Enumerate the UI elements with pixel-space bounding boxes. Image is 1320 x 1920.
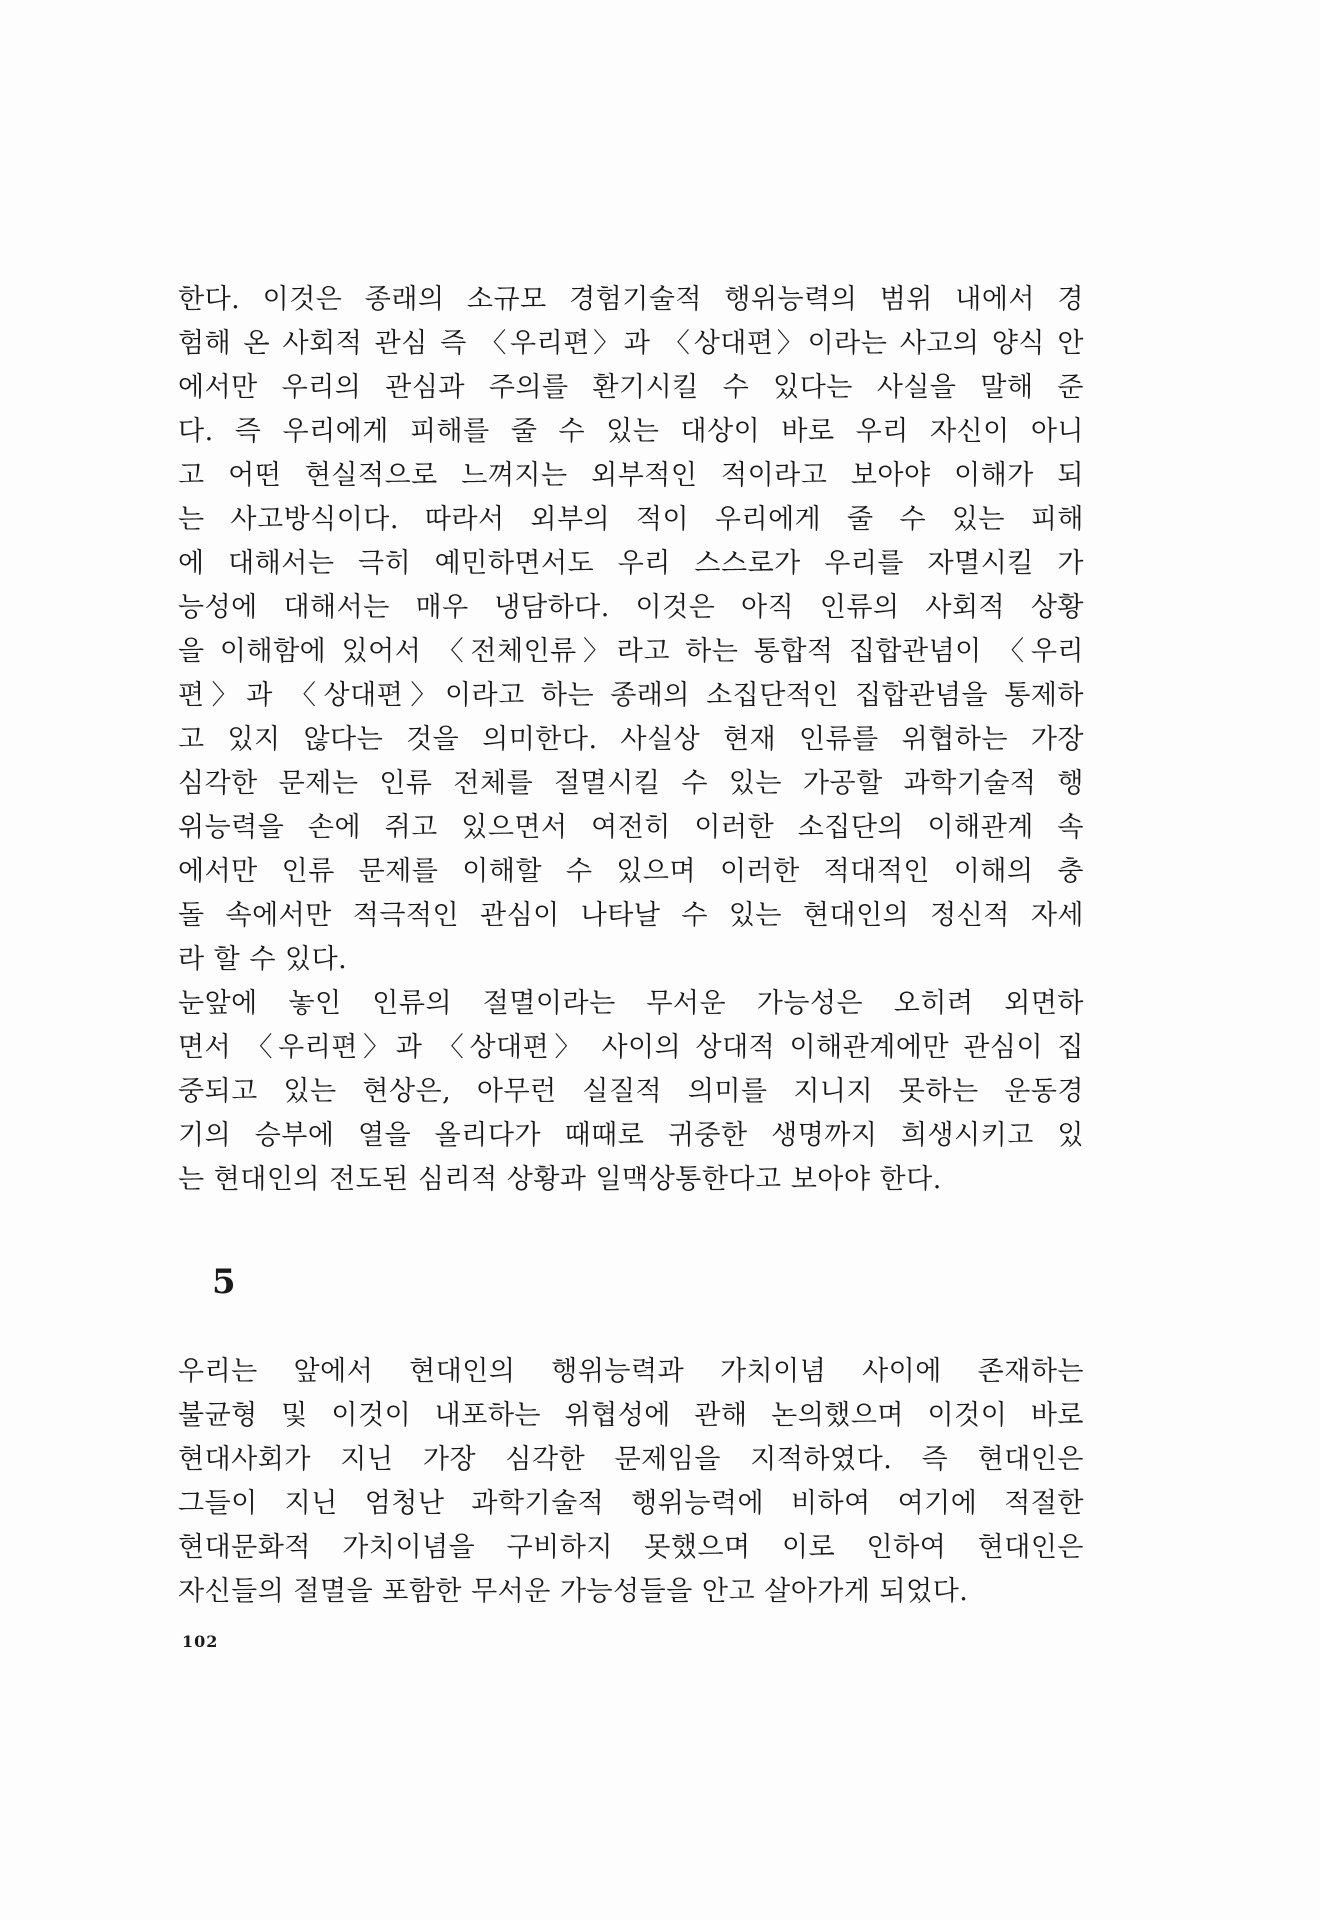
text-line: 는 현대인의 전도된 심리적 상황과 일맥상통한다고 보아야 한다. [178,1164,942,1195]
text-line: 위능력을 손에 쥐고 있으면서 여전히 이러한 소집단의 이해관계 속 [178,812,1084,843]
text-line: 우리는 앞에서 현대인의 행위능력과 가치이념 사이에 존재하는 [178,1356,1084,1387]
text-line: 심각한 문제는 인류 전체를 절멸시킬 수 있는 가공할 과학기술적 행 [178,768,1084,799]
text-line: 다. 즉 우리에게 피해를 줄 수 있는 대상이 바로 우리 자신이 아니 [178,416,1084,447]
text-line: 라 할 수 있다. [178,944,348,975]
body-text-block-2 [178,1350,1084,1614]
text-line: 그들이 지닌 엄청난 과학기술적 행위능력에 비하여 여기에 적절한 [178,1488,1084,1519]
text-line: 면서 〈우리편〉과 〈상대편〉 사이의 상대적 이해관계에만 관심이 집 [178,1032,1084,1063]
text-line: 중되고 있는 현상은, 아무런 실질적 의미를 지니지 못하는 운동경 [178,1076,1084,1107]
text-line: 기의 승부에 열을 올리다가 때때로 귀중한 생명까지 희생시키고 있 [178,1120,1084,1151]
text-line: 고 어떤 현실적으로 느껴지는 외부적인 적이라고 보아야 이해가 되 [178,460,1084,491]
text-line: 능성에 대해서는 매우 냉담하다. 이것은 아직 인류의 사회적 상황 [178,592,1084,623]
text-line: 현대문화적 가치이념을 구비하지 못했으며 이로 인하여 현대인은 [178,1532,1084,1563]
text-line: 한다. 이것은 종래의 소규모 경험기술적 행위능력의 범위 내에서 경 [178,284,1084,315]
text-line: 험해 온 사회적 관심 즉 〈우리편〉과 〈상대편〉이라는 사고의 양식 안 [178,328,1084,359]
text-line: 는 사고방식이다. 따라서 외부의 적이 우리에게 줄 수 있는 피해 [178,504,1084,535]
text-line: 에서만 우리의 관심과 주의를 환기시킬 수 있다는 사실을 말해 준 [178,372,1084,403]
text-line: 불균형 및 이것이 내포하는 위협성에 관해 논의했으며 이것이 바로 [178,1400,1084,1431]
text-line: 에 대해서는 극히 예민하면서도 우리 스스로가 우리를 자멸시킬 가 [178,548,1084,579]
text-line: 편〉과 〈상대편〉이라고 하는 종래의 소집단적인 집합관념을 통제하 [178,680,1084,711]
text-line: 고 있지 않다는 것을 의미한다. 사실상 현재 인류를 위협하는 가장 [178,724,1084,755]
text-line: 돌 속에서만 적극적인 관심이 나타날 수 있는 현대인의 정신적 자세 [178,900,1084,931]
text-line: 에서만 인류 문제를 이해할 수 있으며 이러한 적대적인 이해의 충 [178,856,1084,887]
section-number: 5 [212,1262,236,1302]
text-line: 자신들의 절멸을 포함한 무서운 가능성들을 안고 살아가게 되었다. [178,1576,969,1607]
body-text-block-1 [178,278,1084,1202]
text-line: 현대사회가 지닌 가장 심각한 문제임을 지적하였다. 즉 현대인은 [178,1444,1084,1475]
text-line: 을 이해함에 있어서 〈전체인류〉라고 하는 통합적 집합관념이 〈우리 [178,636,1084,667]
page-number: 102 [182,1632,219,1651]
text-line: 눈앞에 놓인 인류의 절멸이라는 무서운 가능성은 오히려 외면하 [178,988,1084,1019]
